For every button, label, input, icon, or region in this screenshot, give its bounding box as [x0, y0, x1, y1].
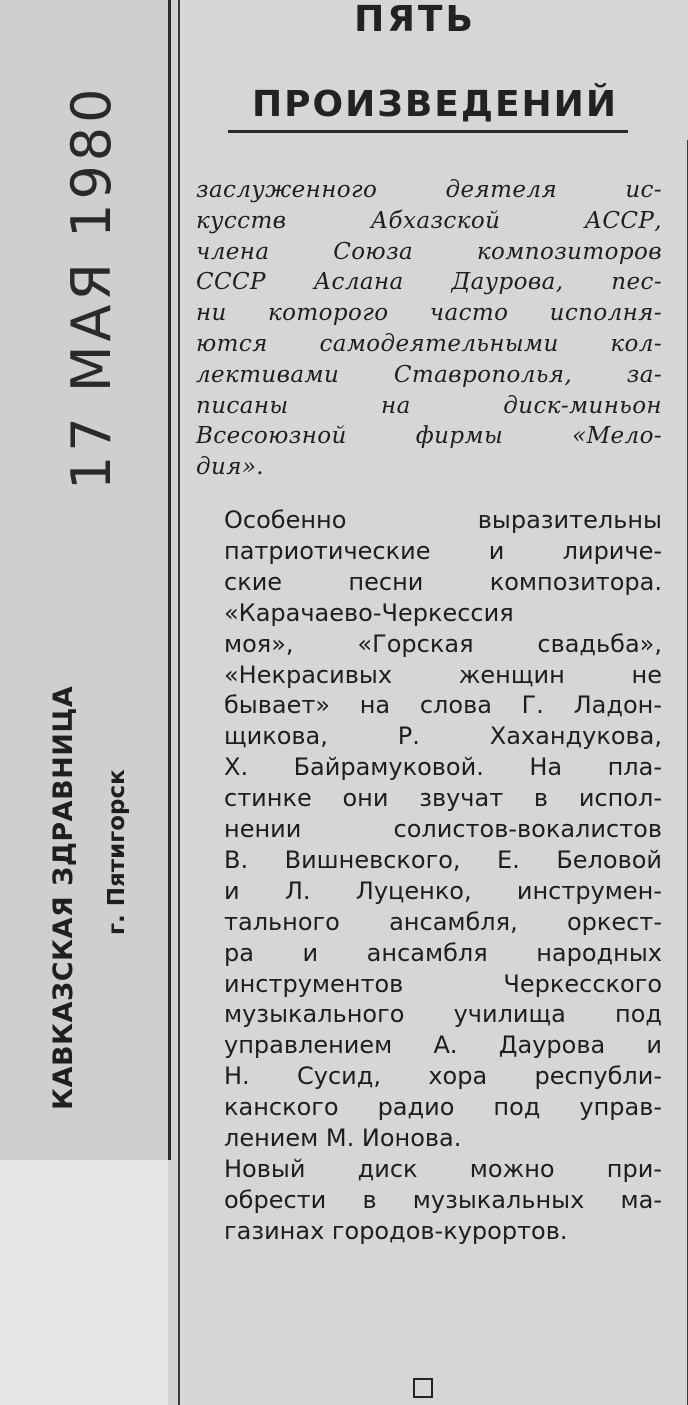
- article-line: кусств Абхазской АССР,: [196, 207, 662, 234]
- article-line: газинах городов-курортов.: [224, 1216, 568, 1245]
- article-line: «Некрасивых женщин не: [224, 660, 662, 689]
- article-line: СССР Аслана Даурова, пес-: [196, 269, 662, 296]
- headline-line-1: ПЯТЬ: [354, 0, 476, 40]
- article-line: бывает» на слова Г. Ладон-: [224, 691, 662, 720]
- article-line: ские песни композитора.: [224, 567, 662, 596]
- article-line: управлением А. Даурова и: [224, 1031, 662, 1060]
- article-line: щикова, Р. Хахандукова,: [224, 722, 662, 751]
- article-line: инструментов Черкесского: [224, 969, 662, 998]
- article-line: лением М. Ионова.: [224, 1124, 462, 1153]
- article-line: В. Вишневского, Е. Беловой: [224, 845, 662, 874]
- article-body: [196, 175, 662, 1247]
- article-paragraph-intro: [196, 175, 662, 483]
- article-line: ни которого часто исполня-: [196, 300, 662, 327]
- article-headline: [235, 0, 635, 130]
- article-line: дия».: [196, 454, 265, 481]
- article-line: канского радио под управ-: [224, 1093, 662, 1122]
- newspaper-city: г. Пятигорск: [104, 769, 130, 935]
- end-of-article-mark: [413, 1378, 433, 1398]
- date-stamp-text: 17 МАЯ 1980: [60, 84, 123, 490]
- article-line: тального ансамбля, оркест-: [224, 907, 662, 936]
- article-line: Новый диск можно при-: [224, 1155, 662, 1183]
- article-line: и Л. Луценко, инструмен-: [224, 876, 662, 905]
- article-line: музыкального училища под: [224, 1000, 662, 1029]
- article-line: ра и ансамбля народных: [224, 938, 662, 967]
- article-line: патриотические и лириче-: [224, 536, 662, 565]
- headline-line-2: ПРОИЗВЕДЕНИЙ: [252, 84, 618, 125]
- article-line: «Карачаево-Черкессия: [224, 598, 514, 627]
- article-line: Всесоюзной фирмы «Мело-: [196, 423, 662, 450]
- article-paragraph-purchase: [196, 1154, 662, 1247]
- article-line: стинке они звучат в испол-: [224, 784, 662, 813]
- article-line: ются самодеятельными кол-: [196, 330, 662, 357]
- article-line: нении солистов-вокалистов: [224, 815, 662, 844]
- article-line: Особенно выразительны: [224, 505, 662, 534]
- article-line: Х. Байрамуковой. На пла-: [224, 753, 662, 782]
- article-line: члена Союза композиторов: [196, 238, 662, 265]
- article-line: обрести в музыкальных ма-: [224, 1185, 662, 1214]
- article-line: лективами Ставрополья, за-: [196, 361, 662, 388]
- card-lower-area: [0, 1160, 168, 1405]
- headline-rule: [228, 130, 628, 133]
- article-line: заслуженного деятеля ис-: [196, 177, 662, 203]
- article-line: Н. Сусид, хора республи-: [224, 1062, 662, 1091]
- article-paragraph-songs: [196, 505, 662, 1154]
- archive-card-strip: [0, 0, 171, 1160]
- article-line: писаны на диск-миньон: [196, 392, 662, 419]
- article-line: моя», «Горская свадьба»,: [224, 629, 662, 658]
- newspaper-name: КАВКАЗСКАЯ ЗДРАВНИЦА: [48, 685, 79, 1110]
